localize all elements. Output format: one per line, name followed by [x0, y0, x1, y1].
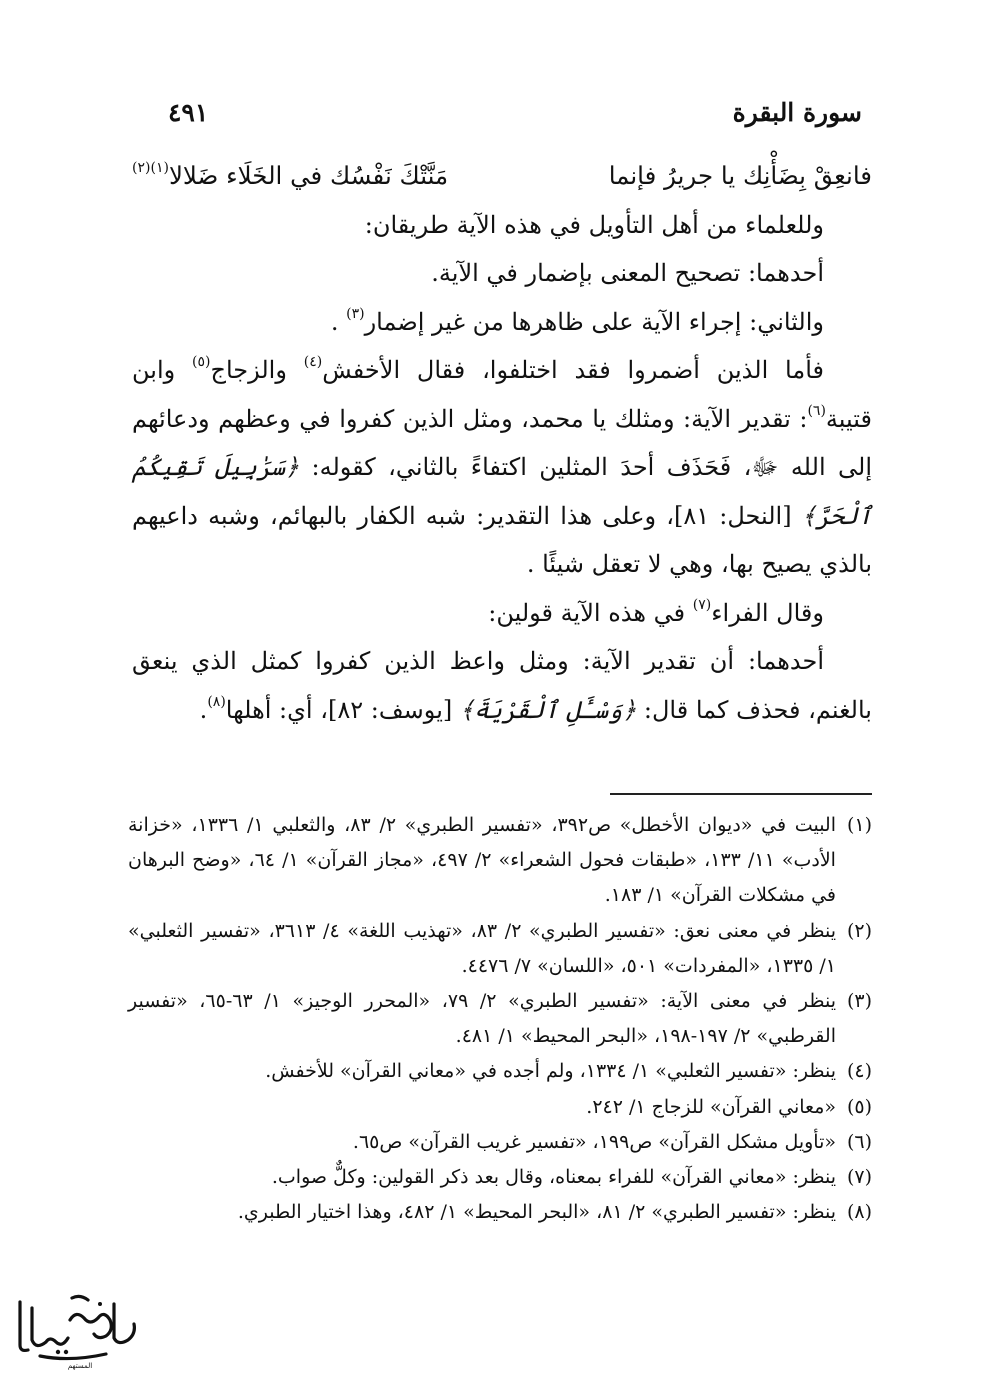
verse-first-hemistich: فانعِقْ بِضَأْنِك يا جريرُ فإنما	[608, 161, 872, 190]
paragraph: والثاني: إجراء الآية على ظاهرها من غير إضمار$^{(٣)}$ .	[330, 305, 824, 336]
verse-second-hemistich: مَنَّتْكَ نَفْسُك في الخَلَاء ضَلالا$^{(١)(٢)}$	[132, 160, 449, 190]
footnote-ref: (٥)	[192, 354, 211, 370]
footnote-ref: (٨)	[207, 693, 226, 710]
footnote-item: (٨) ينظر: «تفسير الطبري» ٢/ ٨١، «البحر المحيط» ١/ ٤٨٢، وهذا اختيار الطبري.	[237, 1201, 872, 1224]
calligraphic-logo-icon	[10, 1290, 145, 1370]
footnote-item: (٦) «تأويل مشكل القرآن» ص١٩٩، «تفسير غريب القرآن» ص٦٥.	[352, 1130, 872, 1153]
page-header	[168, 92, 862, 132]
quran-quote: ﴿سَرَٰبِيلَ تَقِيكُمُ ٱلْحَرَّ﴾	[132, 453, 873, 530]
footnote-item: (٣) ينظر في معنى الآية: «تفسير الطبري» ٢/ ٧٩، «المحرر الوجيز» ١/ ٦٣-٦٥، «تفسير القرطبي» ٢/ ١٩٧-١٩٨، «البحر المحيط» ١/ ٤٨١.	[128, 990, 872, 1048]
footnote-ref: (١)(٢)	[132, 160, 169, 176]
footnote-ref: (٦)	[807, 402, 826, 419]
paragraph: وقال الفراء$^{(٧)}$ في هذه الآية قولين:	[488, 596, 824, 627]
footnote-item: (٤) ينظر: «تفسير الثعلبي» ١/ ١٣٣٤، ولم أجده في «معاني القرآن» للأخفش.	[265, 1060, 872, 1083]
footnote-item: (٧) ينظر: «معاني القرآن» للفراء بمعناه، وقال بعد ذكر القولين: وكلٌّ صواب.	[271, 1166, 872, 1189]
footnote-item: (١) البيت في «ديوان الأخطل» ص٣٩٢، «تفسير الطبري» ٢/ ٨٣، والثعلبي ١/ ١٣٣٦، «خزانة الأدب» ١١/ ١٣٣، «طبقات فحول الشعراء» ٢/ ٤٩٧، «مجاز القرآن» ١/ ٦٤، «وضح البرهان في مشكلات القرآن» ١/ ١٨٣.	[128, 814, 872, 907]
paragraph: وللعلماء من أهل التأويل في هذه الآية طريقان:	[364, 210, 824, 239]
footnote-item: (٥) «معاني القرآن» للزجاج ١/ ٢٤٢.	[586, 1095, 872, 1118]
quran-quote: ﴿وَسْـَٔلِ ٱلْقَرْيَةَ﴾	[459, 695, 637, 724]
footnote-ref: (٤)	[303, 354, 323, 370]
footnote-separator	[610, 793, 872, 795]
footnote-ref: (٣)	[346, 305, 365, 322]
main-text	[132, 152, 872, 734]
paragraph: فأما الذين أضمروا فقد اختلفوا، فقال الأخفش$^{(٤)}$ والزجاج$^{(٥)}$ وابن قتيبة$^{(٦)}$: تقدير الآية: ومثلك يا محمد، ومثل الذين كفروا في وعظهم ودعائهم إلى الله ﷻ، فَحَذَف أحدَ المثلين اكتفاءً بالثاني، كقوله: ﴿سَرَٰبِيلَ تَقِيكُمُ ٱلْحَرَّ﴾ [النحل: ٨١]، وعلى هذا التقدير: شبه الكفار بالبهائم، وشبه داعيهم بالذي يصيح بها، وهي لا تعقل شيئًا .	[132, 354, 873, 578]
page-number: ٤٩١	[168, 97, 209, 127]
footnotes	[128, 808, 872, 1230]
surah-title: سورة البقرة	[732, 97, 862, 127]
footnote-item: (٢) ينظر في معنى نعق: «تفسير الطبري» ٢/ ٨٣، «تهذيب اللغة» ٤/ ٣٦١٣، «تفسير الثعلبي» ١/ ١٣٣٥، «المفردات» ٥٠١، «اللسان» ٧/ ٤٤٧٦.	[128, 919, 872, 977]
footnote-ref: (٧)	[692, 596, 712, 613]
paragraph: أحدهما: تصحيح المعنى بإضمار في الآية.	[431, 259, 824, 287]
logo-text: المستهم	[67, 1362, 93, 1370]
paragraph: أحدهما: أن تقدير الآية: ومثل واعظ الذين كفروا كمثل الذي ينعق بالغنم، فحذف كما قال: ﴿وَسْـَٔلِ ٱلْقَرْيَةَ﴾ [يوسف: ٨٢]، أي: أهلها$^{(٨)}$.	[132, 647, 872, 724]
poetry-verse	[132, 152, 872, 201]
